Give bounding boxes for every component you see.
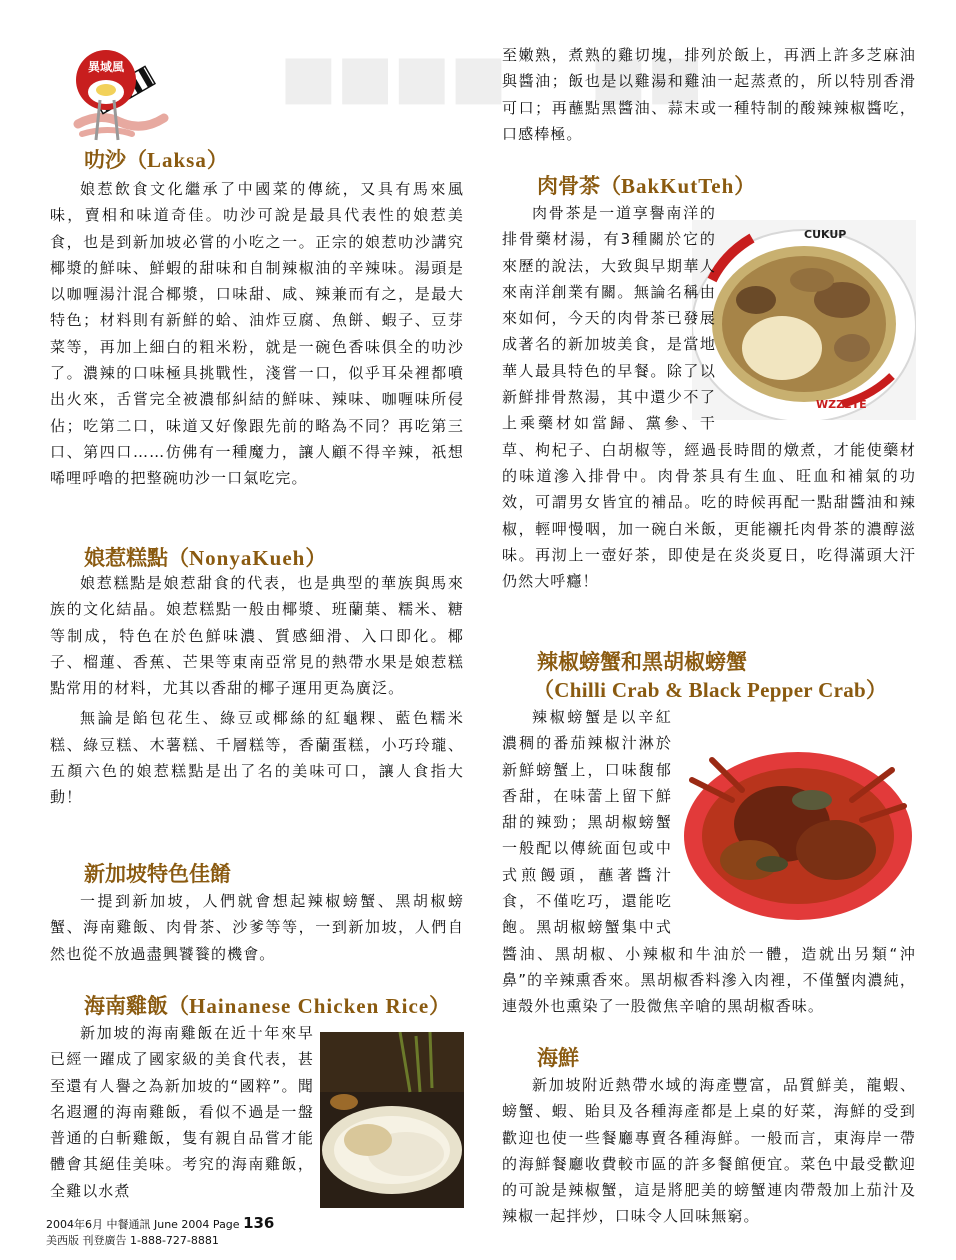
- heading-chicken-rice: 海南雞飯（Hainanese Chicken Rice）: [84, 993, 451, 1018]
- photo-float-spacer: [716, 200, 916, 434]
- seafood-paragraph: 新加坡附近熱帶水域的海產豐富，品質鮮美，龍蝦、螃蟹、蝦、貽貝及各種海產都是上桌的好菜，海鮮的受到歡迎也使一些餐廳專賣各種海鮮。一般而言，東海岸一帶的海鮮餐廳收費較市區的許多餐館便宜。菜色中最受歡迎的可說是辣椒蟹，這是將肥美的螃蟹連肉帶殼加上茄汁及辣椒一起拌炒，口味令人回味無窮。: [502, 1076, 916, 1226]
- chicken-rice-paragraph-part2: 至嫩熟，煮熟的雞切塊，排列於飯上，再洒上許多芝麻油與醬油；飯也是以雞湯和雞油一起蒸煮的，所以特別香滑可口；再蘸點黑醬油、蒜末或一種特制的酸辣辣椒醬吃，口感棒極。: [502, 46, 916, 143]
- bowl-rim-text: WZZETE: [816, 398, 867, 411]
- laksa-paragraph: 娘惹飲食文化繼承了中國菜的傳統，又具有馬來風味，賣相和味道奇佳。叻沙可說是最具代表性的娘惹美食，也是到新加坡必嘗的小吃之一。正宗的娘惹叻沙講究椰漿的鮮味、鮮蝦的甜味和自制辣椒油的辛辣味。湯頭是以咖喱湯汁混合椰漿，口味甜、咸、辣兼而有之，是最大特色；材料則有新鮮的蛤、油炸豆腐、魚餅、蝦子、豆芽菜等，再加上細白的粗米粉，就是一碗色香味俱全的叻沙了。濃辣的口味極具挑戰性，淺嘗一口，似乎耳朵裡都噴出火來，舌嘗完全被濃郁糾結的鮮味、辣味、咖喱味所侵佔；吃第二口，味道又好像跟先前的略為不同？再吃第三口、第四口……仿佛有一種魔力，讓人顧不得辛辣，祇想唏哩呼嚕的把整碗叻沙一口氣吃完。: [50, 180, 464, 488]
- heading-nonya-kueh: 娘惹糕點（NonyaKueh）: [84, 545, 327, 570]
- crab-paragraph: 辣椒螃蟹是以辛紅濃稠的番茄辣椒汁淋於新鮮螃蟹上，口味馥郁香甜，在味蕾上留下鮮甜的辣勁；黑胡椒螃蟹一般配以傳統面包或中式煎饅頭，蘸著醬汁食，不僅吃巧，還能吃飽。黑胡椒螃蟹集中式醬油、黑胡椒、小辣椒和牛油於一體，造就出另類“沖鼻”的辛辣熏香來。黑胡椒香料滲入肉裡，不僅蟹肉濃純，連殼外也熏染了一股微焦辛嗆的黑胡椒香味。: [502, 708, 916, 1016]
- heading-crab: 辣椒螃蟹和黑胡椒螃蟹: [537, 649, 747, 674]
- heading-specialties: 新加坡特色佳餚: [84, 861, 231, 886]
- heading-bak-kut-teh: 肉骨茶（BakKutTeh）: [537, 173, 756, 198]
- page-number: 136: [243, 1214, 275, 1232]
- bak-kut-teh-paragraph: 肉骨茶是一道享譽南洋的排骨藥材湯，有3種關於它的來歷的說法，大致與早期華人來南洋創業有關。無論名稱由來如何，今天的肉骨茶已發展成著名的新加坡美食，是當地華人最具特色的早餐。除了以新鮮排骨熬湯，其中還少不了上乘藥材如當歸、黨參、干草、枸杞子、白胡椒等，經過長時間的燉煮，才能使藥材的味道滲入排骨中。肉骨茶具有生血、旺血和補氣的功效，可謂男女皆宜的補品。吃的時候再配一點甜醬油和辣椒，輕呷慢咽，加一碗白米飯，更能襯托肉骨茶的濃醇滋味。再沏上一壺好茶，即使是在炎炎夏日，吃得滿頭大汗仍然大呼癮！: [502, 204, 916, 591]
- heading-laksa: 叻沙（Laksa）: [84, 147, 228, 172]
- bowl-brand-text: CUKUP: [804, 228, 847, 241]
- bleed-through-text: ■■: [590, 42, 704, 112]
- footer-line-1: 2004年6月 中餐通訊 June 2004 Page 136: [46, 1214, 275, 1232]
- footer-line-2: 美西版 刊登廣告 1-888-727-8881: [46, 1234, 219, 1247]
- bleed-through-text: ■■■■: [280, 42, 507, 112]
- logo: [60, 36, 176, 148]
- logo-text: 異域風: [87, 60, 124, 74]
- photo-float-spacer: [672, 704, 916, 916]
- logo-emblem-icon: [60, 36, 176, 148]
- nonya-kueh-paragraph-1: 娘惹糕點是娘惹甜食的代表，也是典型的華族與馬來族的文化結晶。娘惹糕點一般由椰漿、班蘭葉、糯米、糖等制成，特色在於色鮮味濃、質感細滑、入口即化。椰子、榴蓮、香蕉、芒果等東南亞常見的熱帶水果是娘惹糕點常用的材料，尤其以香甜的椰子運用更為廣泛。: [50, 574, 464, 698]
- heading-crab-en: （Chilli Crab & Black Pepper Crab）: [533, 678, 888, 702]
- heading-seafood: 海鮮: [537, 1045, 579, 1070]
- specialties-paragraph: 一提到新加坡，人們就會想起辣椒螃蟹、黑胡椒螃蟹、海南雞飯、肉骨茶、沙爹等等，一到新加坡，人們自然也從不放過盡興饕餮的機會。: [50, 892, 464, 963]
- chicken-rice-photo: [320, 1032, 464, 1208]
- nonya-kueh-paragraph-2: 無論是餡包花生、綠豆或椰絲的紅龜粿、藍色糯米糕、綠豆糕、木薯糕、千層糕等，香蘭蛋糕，小巧玲瓏、五顏六色的娘惹糕點是出了名的美味可口，讓人食指大動！: [50, 709, 464, 807]
- chicken-rice-paragraph-part1: 新加坡的海南雞飯在近十年來早已經一躍成了國家級的美食代表，甚至還有人譽之為新加坡的“國粹”。聞名遐邇的海南雞飯，看似不過是一盤普通的白斬雞飯，隻有親自品嘗才能體會其絕佳美味。考究的海南雞飯，全雞以水煮: [50, 1024, 314, 1200]
